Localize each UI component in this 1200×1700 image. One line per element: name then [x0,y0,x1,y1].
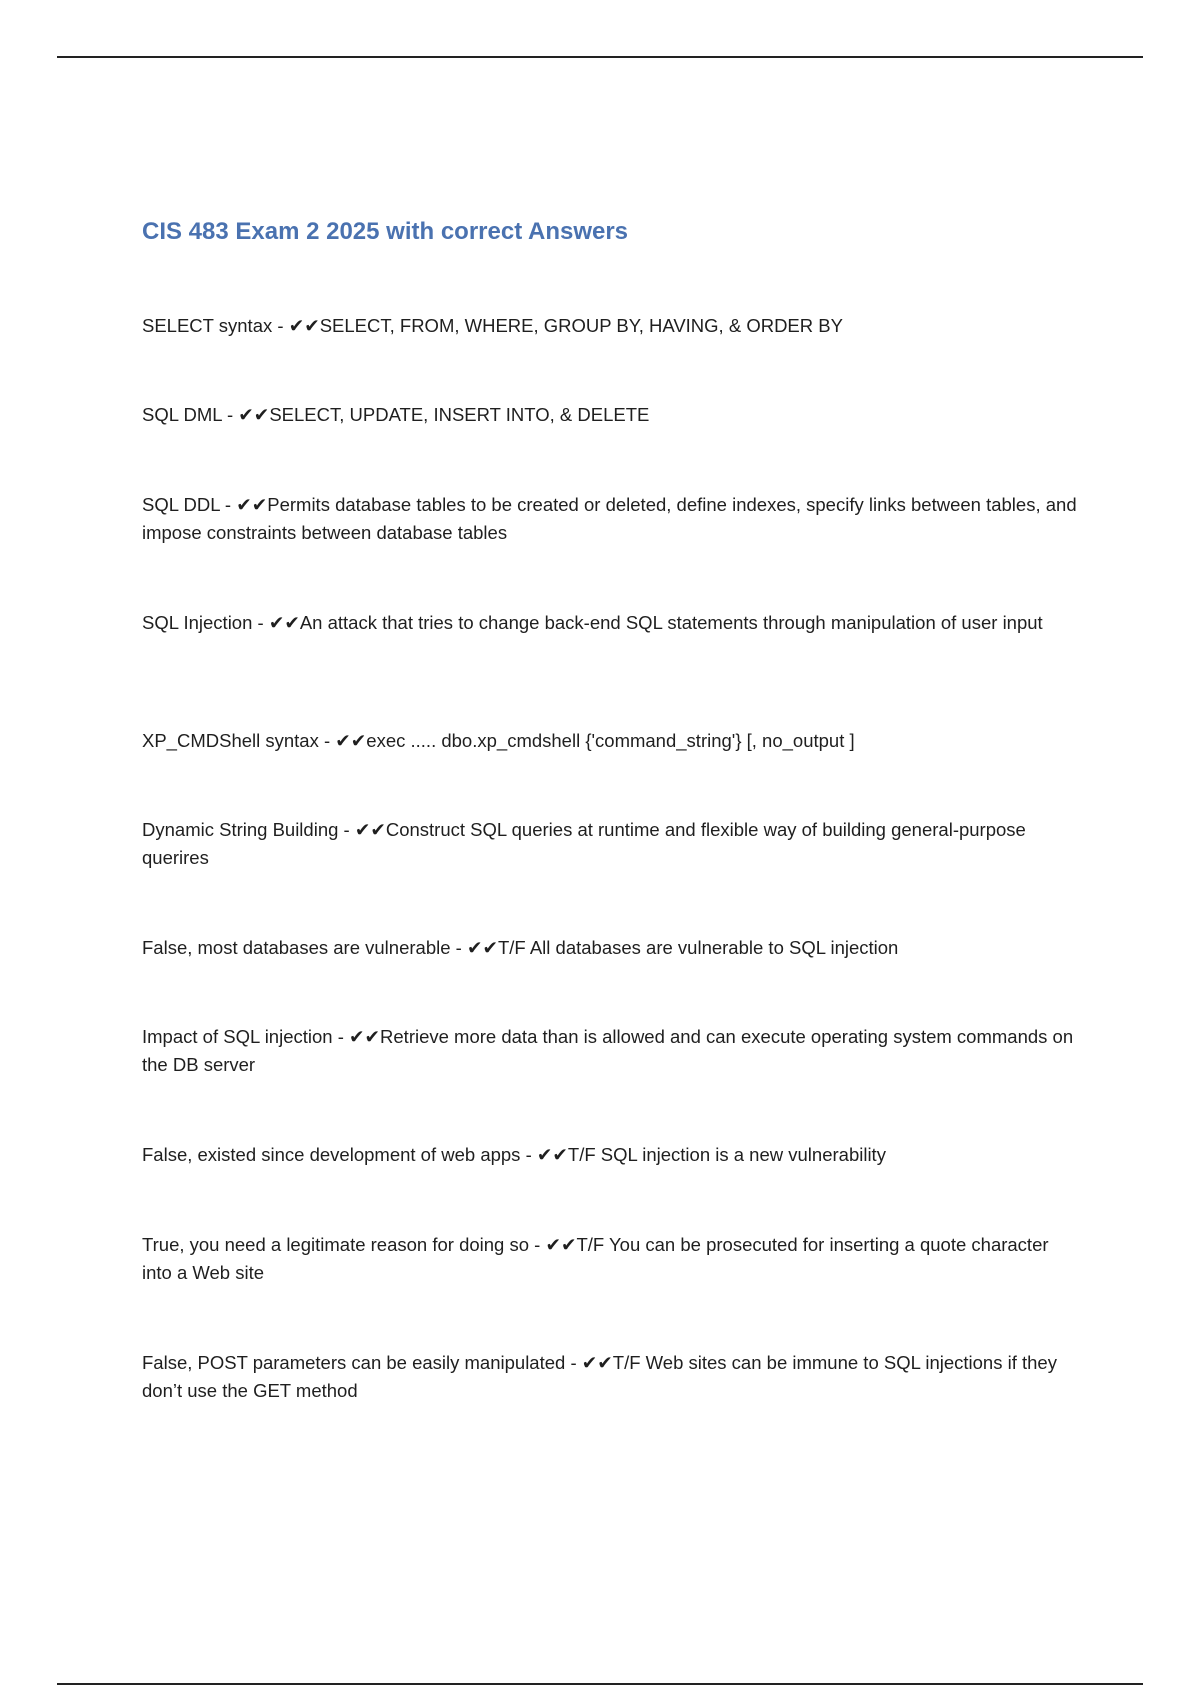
qa-question: SQL DDL [142,494,220,515]
qa-answer: An attack that tries to change back-end SQL statements through manipulation of user input [299,612,1043,633]
qa-question: SELECT syntax [142,315,273,336]
qa-item [142,816,1082,872]
qa-answer: T/F SQL injection is a new vulnerability [567,1144,886,1165]
check-marks-icon: - ✔✔ [272,315,320,336]
check-marks-icon: - ✔✔ [221,404,270,425]
qa-question: SQL Injection [142,612,253,633]
qa-question: XP_CMDShell syntax [142,730,319,751]
qa-answer: SELECT, FROM, WHERE, GROUP BY, HAVING, & ORDER BY [319,315,843,336]
check-marks-icon: - ✔✔ [332,1026,381,1047]
qa-item [142,934,1082,962]
bottom-rule [57,1683,1143,1685]
check-marks-icon: - ✔✔ [529,1234,577,1255]
qa-question: True, you need a legitimate reason for doing so [142,1234,530,1255]
check-marks-icon: - ✔✔ [219,494,268,515]
qa-answer: T/F You can be prosecuted for inserting a quote character into a Web site [142,1234,1049,1283]
qa-question: False, existed since development of web apps [142,1144,521,1165]
check-marks-icon: - ✔✔ [338,819,386,840]
qa-question: Dynamic String Building [142,819,339,840]
top-rule [57,56,1143,58]
qa-item [142,1141,1082,1169]
qa-answer: T/F Web sites can be immune to SQL injections if they don’t use the GET method [142,1352,1057,1401]
check-marks-icon: - ✔✔ [450,937,498,958]
check-marks-icon: - ✔✔ [565,1352,613,1373]
qa-item [142,312,1082,340]
check-marks-icon: - ✔✔ [318,730,367,751]
qa-item [142,609,1082,637]
qa-item [142,401,1082,429]
qa-item [142,491,1082,547]
qa-item [142,1023,1082,1079]
qa-question: False, most databases are vulnerable [142,937,451,958]
qa-answer: Construct SQL queries at runtime and flexible way of building general-purpose querires [142,819,1026,868]
qa-question: SQL DML [142,404,222,425]
qa-answer: SELECT, UPDATE, INSERT INTO, & DELETE [269,404,650,425]
qa-item [142,1349,1082,1405]
page-title: CIS 483 Exam 2 2025 with correct Answers [142,218,629,245]
check-marks-icon: - ✔✔ [252,612,300,633]
qa-question: False, POST parameters can be easily manipulated [142,1352,566,1373]
qa-answer: Permits database tables to be created or deleted, define indexes, specify links between tables, and impose constraints between database tables [142,494,1077,543]
qa-item [142,1231,1082,1287]
qa-answer: T/F All databases are vulnerable to SQL injection [497,937,899,958]
qa-answer: Retrieve more data than is allowed and can execute operating system commands on the DB server [142,1026,1074,1075]
check-marks-icon: - ✔✔ [520,1144,568,1165]
qa-question: Impact of SQL injection [142,1026,333,1047]
qa-item [142,727,1082,755]
qa-answer: exec ..... dbo.xp_cmdshell {'command_string'} [, no_output ] [366,730,855,751]
